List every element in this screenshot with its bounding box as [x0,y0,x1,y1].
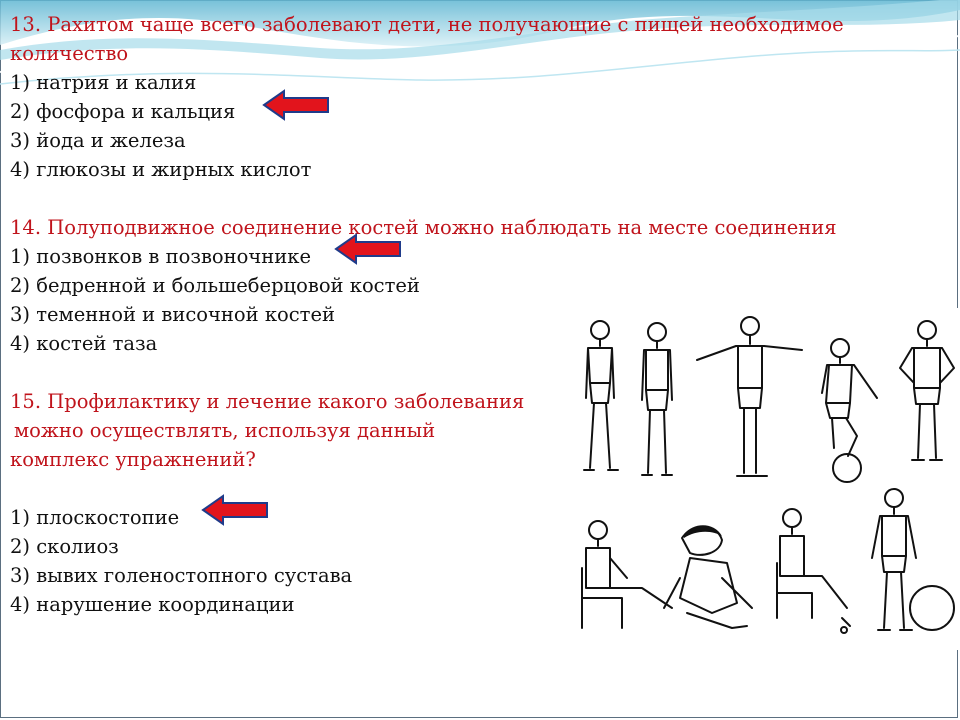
q13-option-4: 4) глюкозы и жирных кислот [10,158,312,181]
standing-child-figure [642,323,672,475]
q13-title-line2: количество [10,42,129,65]
q13-title-line1: 13. Рахитом чаще всего заболевают дети, не получающие с пищей необходимое [10,13,844,36]
q15-title-line3: комплекс упражнений? [10,448,256,471]
q15-title-line1: 15. Профилактику и лечение какого заболевания [10,390,525,413]
ball-standing-child-figure [872,489,954,630]
q14-option-4: 4) костей таза [10,332,158,355]
answer-arrow-icon [334,233,402,265]
q15-option-3: 3) вывих голеностопного сустава [10,564,353,587]
q15-title-line2: можно осуществлять, используя данный [14,419,436,442]
q15-option-1: 1) плоскостопие [10,506,180,529]
q15-option-2: 2) сколиоз [10,535,119,558]
kneeling-adult-figure [664,525,752,628]
standing-child-figure [584,321,618,470]
q13-option-3: 3) йода и железа [10,129,186,152]
q14-title: 14. Полуподвижное соединение костей можно наблюдать на месте соединения [10,216,837,239]
q14-option-2: 2) бедренной и большеберцовой костей [10,274,420,297]
answer-arrow-icon [262,89,330,121]
ball-balance-child-figure [822,339,877,482]
hands-on-hips-child-figure [900,321,954,460]
chair-exercise-child-figure [777,509,850,633]
q13-option-2: 2) фосфора и кальция [10,100,236,123]
q14-option-1: 1) позвонков в позвоночнике [10,245,312,268]
q15-option-4: 4) нарушение координации [10,593,295,616]
exercise-illustration [572,308,960,650]
q13-option-1: 1) натрия и калия [10,71,197,94]
seated-child-figure [582,521,672,628]
balancing-child-figure [697,317,802,476]
answer-arrow-icon [201,494,269,526]
q14-option-3: 3) теменной и височной костей [10,303,336,326]
